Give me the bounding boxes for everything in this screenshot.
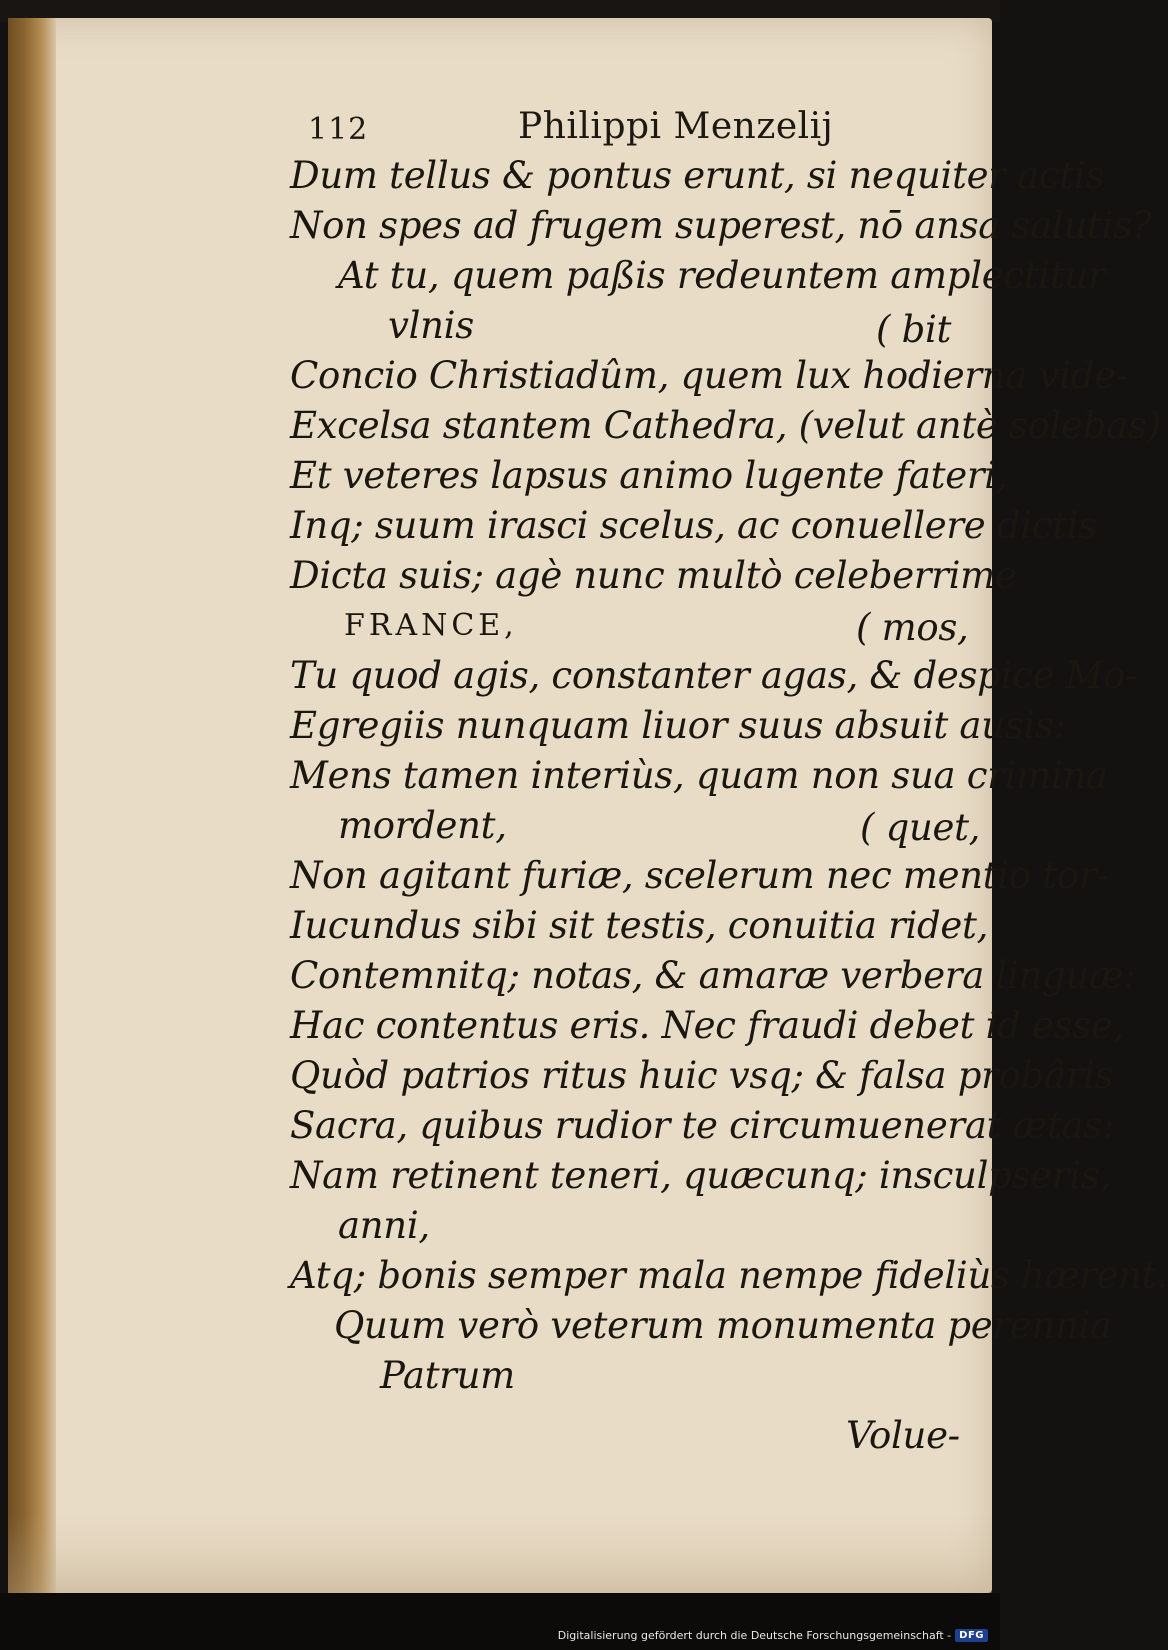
verse-line: Egregiis nunquam liuor suus absuit ausis: — [290, 704, 1066, 747]
verse-line: Mens tamen interiùs, quam non sua crimina — [290, 754, 1108, 797]
verse-line: vlnis — [388, 304, 474, 347]
credit-text: Digitalisierung gefördert durch die Deutsche Forschungsgemeinschaft - — [557, 1628, 952, 1642]
page-number: 112 — [308, 112, 369, 147]
verse-line: Et veteres lapsus animo lugente fateri, — [290, 454, 1008, 497]
verse-line: Sacra, quibus rudior te circumuenerat ætas: — [290, 1104, 1115, 1147]
verse-line: Dicta suis; agè nunc multò celeberrime — [290, 554, 1017, 597]
running-head: Philippi Menzelij — [518, 106, 834, 147]
verse-line-name: FRANCE, — [344, 608, 518, 643]
catchword: Volue- — [846, 1414, 960, 1457]
verse-line: Quòd patrios ritus huic vsq; & falsa probâris — [290, 1054, 1114, 1097]
verse-line: Nam retinent teneri, quæcunq; insculpseris, — [290, 1154, 1111, 1197]
verse-line: Patrum — [380, 1354, 515, 1397]
funding-credit — [558, 1626, 988, 1644]
verse-line: Atq; bonis semper mala nempe fideliùs hærent. — [290, 1254, 1168, 1297]
verse-line: Concio Christiadûm, quem lux hodierna vide- — [290, 354, 1128, 397]
book-page — [8, 18, 1168, 1593]
dfg-logo: DFG — [955, 1629, 988, 1642]
verse-line: mordent, — [338, 804, 507, 847]
verse-line: anni, — [338, 1204, 430, 1247]
verse-turnover: ( quet, — [860, 806, 981, 849]
verse-line: Iucundus sibi sit testis, conuitia ridet, — [290, 904, 989, 947]
verse-line: Quum verò veterum monumenta perennia — [334, 1304, 1112, 1347]
verse-line: Hac contentus eris. Nec fraudi debet id esse, — [290, 1004, 1125, 1047]
verse-line: Tu quod agis, constanter agas, & despice Mo- — [290, 654, 1138, 697]
page-shadow — [8, 1513, 992, 1593]
verse-turnover: ( mos, — [856, 606, 969, 649]
verse-line: Excelsa stantem Cathedra, (velut antè solebas) — [290, 404, 1161, 447]
book-spine-edge — [8, 18, 56, 1593]
page-header — [8, 106, 992, 152]
verse-line: Non agitant furiæ, scelerum nec mentio tor- — [290, 854, 1109, 897]
verse-turnover: ( bit — [876, 308, 952, 351]
verse-line: Inq; suum irasci scelus, ac conuellere dictis — [290, 504, 1097, 547]
verse-line: Dum tellus & pontus erunt, si nequiter actis — [290, 154, 1105, 197]
viewer-footer-bar — [0, 1593, 1000, 1650]
verse-line: At tu, quem paßis redeuntem amplectitur — [338, 254, 1106, 297]
verse-line: Non spes ad frugem superest, nō ansa salutis? — [290, 204, 1152, 247]
verse-line: Contemnitq; notas, & amaræ verbera linguæ: — [290, 954, 1136, 997]
